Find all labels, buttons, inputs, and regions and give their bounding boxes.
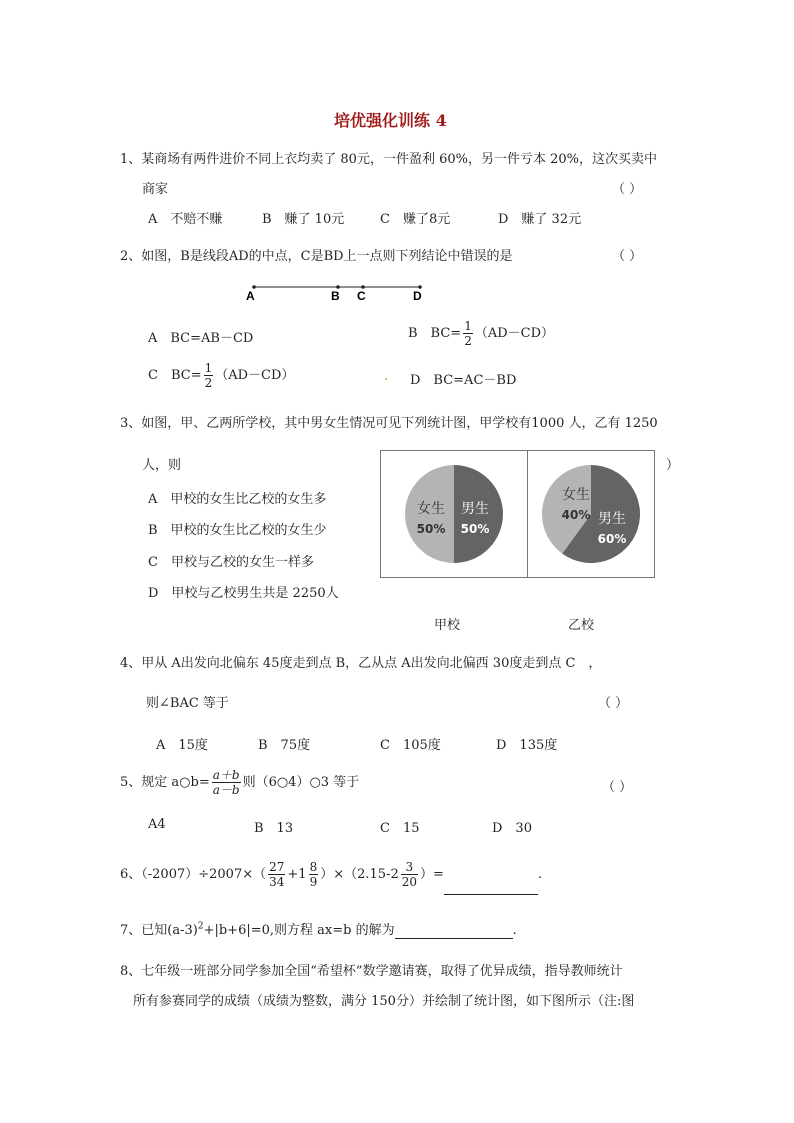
q6-fraction-3: $\frac{3}{20}$ (401, 860, 418, 889)
q5-stem-suffix: 则（6○4）○3 等于 (242, 775, 360, 790)
q6-answer-blank[interactable] (444, 856, 538, 895)
pie-chart-jia (381, 451, 527, 577)
q6-fraction-1: $\frac{27}{34}$ (269, 860, 285, 889)
q2-option-c-suffix: （AD－CD） (215, 368, 295, 383)
q5-definition-fraction: $\frac{a+b}{a-b}$ (212, 768, 240, 797)
q1-option-d[interactable]: D 赚了 32元 (498, 212, 582, 227)
q7-prefix: 7、已知(a-3) (120, 923, 198, 938)
q5-option-c[interactable]: C 15 (380, 821, 420, 836)
q3-option-c[interactable]: C 甲校与乙校的女生一样多 (148, 555, 314, 570)
q2-option-c[interactable] (148, 360, 294, 392)
q5-option-b[interactable]: B 13 (254, 821, 294, 836)
q7-answer-blank[interactable] (395, 923, 513, 939)
point-a-label: A (246, 289, 255, 303)
pie-jia-female-label: 女生 50% (416, 501, 446, 536)
q8-stem-cont: 所有参赛同学的成绩（成绩为整数，满分 150分）并绘制了统计图，如下图所示（注:图 (133, 994, 635, 1009)
pie-yi-caption: 乙校 (568, 618, 595, 633)
q4-option-d[interactable]: D 135度 (496, 738, 558, 753)
q1-option-b[interactable]: B 赚了 10元 (262, 212, 345, 227)
line-segment-diagram (240, 278, 440, 304)
point-c-label: C (357, 289, 366, 303)
q5-answer-paren[interactable]: （ ） (602, 780, 633, 795)
q2-option-b-prefix: B BC= (408, 326, 462, 341)
q2-option-c-prefix: C BC= (148, 368, 202, 383)
page-title: 培优强化训练 4 (334, 111, 447, 130)
q4-stem-cont: 则∠BAC 等于 (146, 696, 229, 711)
pie-jia-caption: 甲校 (434, 618, 461, 633)
stray-dot: . (384, 369, 389, 384)
q2-option-a[interactable]: A BC=AB－CD (148, 331, 254, 346)
pie-yi-male-label: 男生 60% (597, 511, 627, 546)
pie-chart-jia-box (380, 450, 528, 578)
q5-option-a[interactable]: A4 (148, 817, 166, 832)
q7-suffix: +|b+6|=0,则方程 ax=b 的解为 (203, 923, 395, 938)
q2-option-c-fraction: $\frac{1}{2}$ (204, 361, 213, 390)
q8-stem: 8、七年级一班部分同学参加全国“希望杯”数学邀请赛，取得了优异成绩，指导教师统计 (120, 964, 623, 979)
q4-option-a[interactable]: A 15度 (156, 738, 208, 753)
q5-stem (120, 764, 359, 802)
q1-option-c[interactable]: C 赚了8元 (380, 212, 451, 227)
q5-option-d[interactable]: D 30 (492, 821, 532, 836)
q2-option-b-suffix: （AD－CD） (474, 326, 555, 341)
q1-stem: 1、某商场有两件进价不同上衣均卖了 80元，一件盈利 60%，另一件亏本 20%，这次买卖中 (120, 152, 657, 167)
pie-jia-male-label: 男生 50% (460, 501, 490, 536)
q3-stem-cont: 人，则 (142, 458, 182, 473)
q7-exponent: 2 (197, 921, 204, 932)
q3-answer-paren[interactable]: ） (666, 458, 680, 473)
q5-stem-prefix: 5、规定 a○b= (120, 775, 210, 790)
q6-fraction-2: $\frac{8}{9}$ (309, 860, 318, 889)
q4-answer-paren[interactable]: （ ） (598, 696, 629, 711)
q2-option-d[interactable]: D BC=AC－BD (410, 373, 517, 388)
q1-stem-cont: 商家 (142, 182, 169, 197)
q6-mid-2: ）×（2.15-2 (320, 867, 399, 882)
pie-chart-yi-box (527, 450, 655, 578)
q2-option-b-fraction: $\frac{1}{2}$ (464, 319, 472, 348)
q7-stem (120, 919, 517, 939)
q3-option-d[interactable]: D 甲校与乙校男生共是 2250人 (148, 586, 339, 601)
q6-stem (120, 856, 542, 895)
q2-answer-paren[interactable]: （ ） (612, 249, 643, 264)
q3-option-b[interactable]: B 甲校的女生比乙校的女生少 (148, 523, 327, 538)
q7-end: . (512, 923, 517, 938)
q6-suffix: ）= (420, 867, 444, 882)
q6-prefix: 6、（-2007）÷2007×（ (120, 867, 267, 882)
q4-stem: 4、甲从 A出发向北偏东 45度走到点 B，乙从点 A出发向北偏西 30度走到点 C ， (120, 656, 602, 671)
q4-option-b[interactable]: B 75度 (258, 738, 311, 753)
pie-yi-female-label: 女生 40% (561, 487, 591, 522)
point-d-label: D (413, 289, 422, 303)
q2-option-b[interactable] (408, 318, 554, 350)
q3-option-a[interactable]: A 甲校的女生比乙校的女生多 (148, 492, 327, 507)
point-b-label: B (331, 289, 340, 303)
q6-end: . (537, 867, 543, 882)
q3-stem: 3、如图，甲、乙两所学校，其中男女生情况可见下列统计图，甲学校有1000 人，乙有 1250 (120, 416, 658, 431)
q2-stem: 2、如图，B是线段AD的中点，C是BD上一点则下列结论中错误的是 (120, 249, 513, 264)
q1-option-a[interactable]: A 不赔不赚 (148, 212, 223, 227)
q1-answer-paren[interactable]: （ ） (612, 182, 643, 197)
q6-mid-1: +1 (287, 867, 307, 882)
q4-option-c[interactable]: C 105度 (380, 738, 441, 753)
